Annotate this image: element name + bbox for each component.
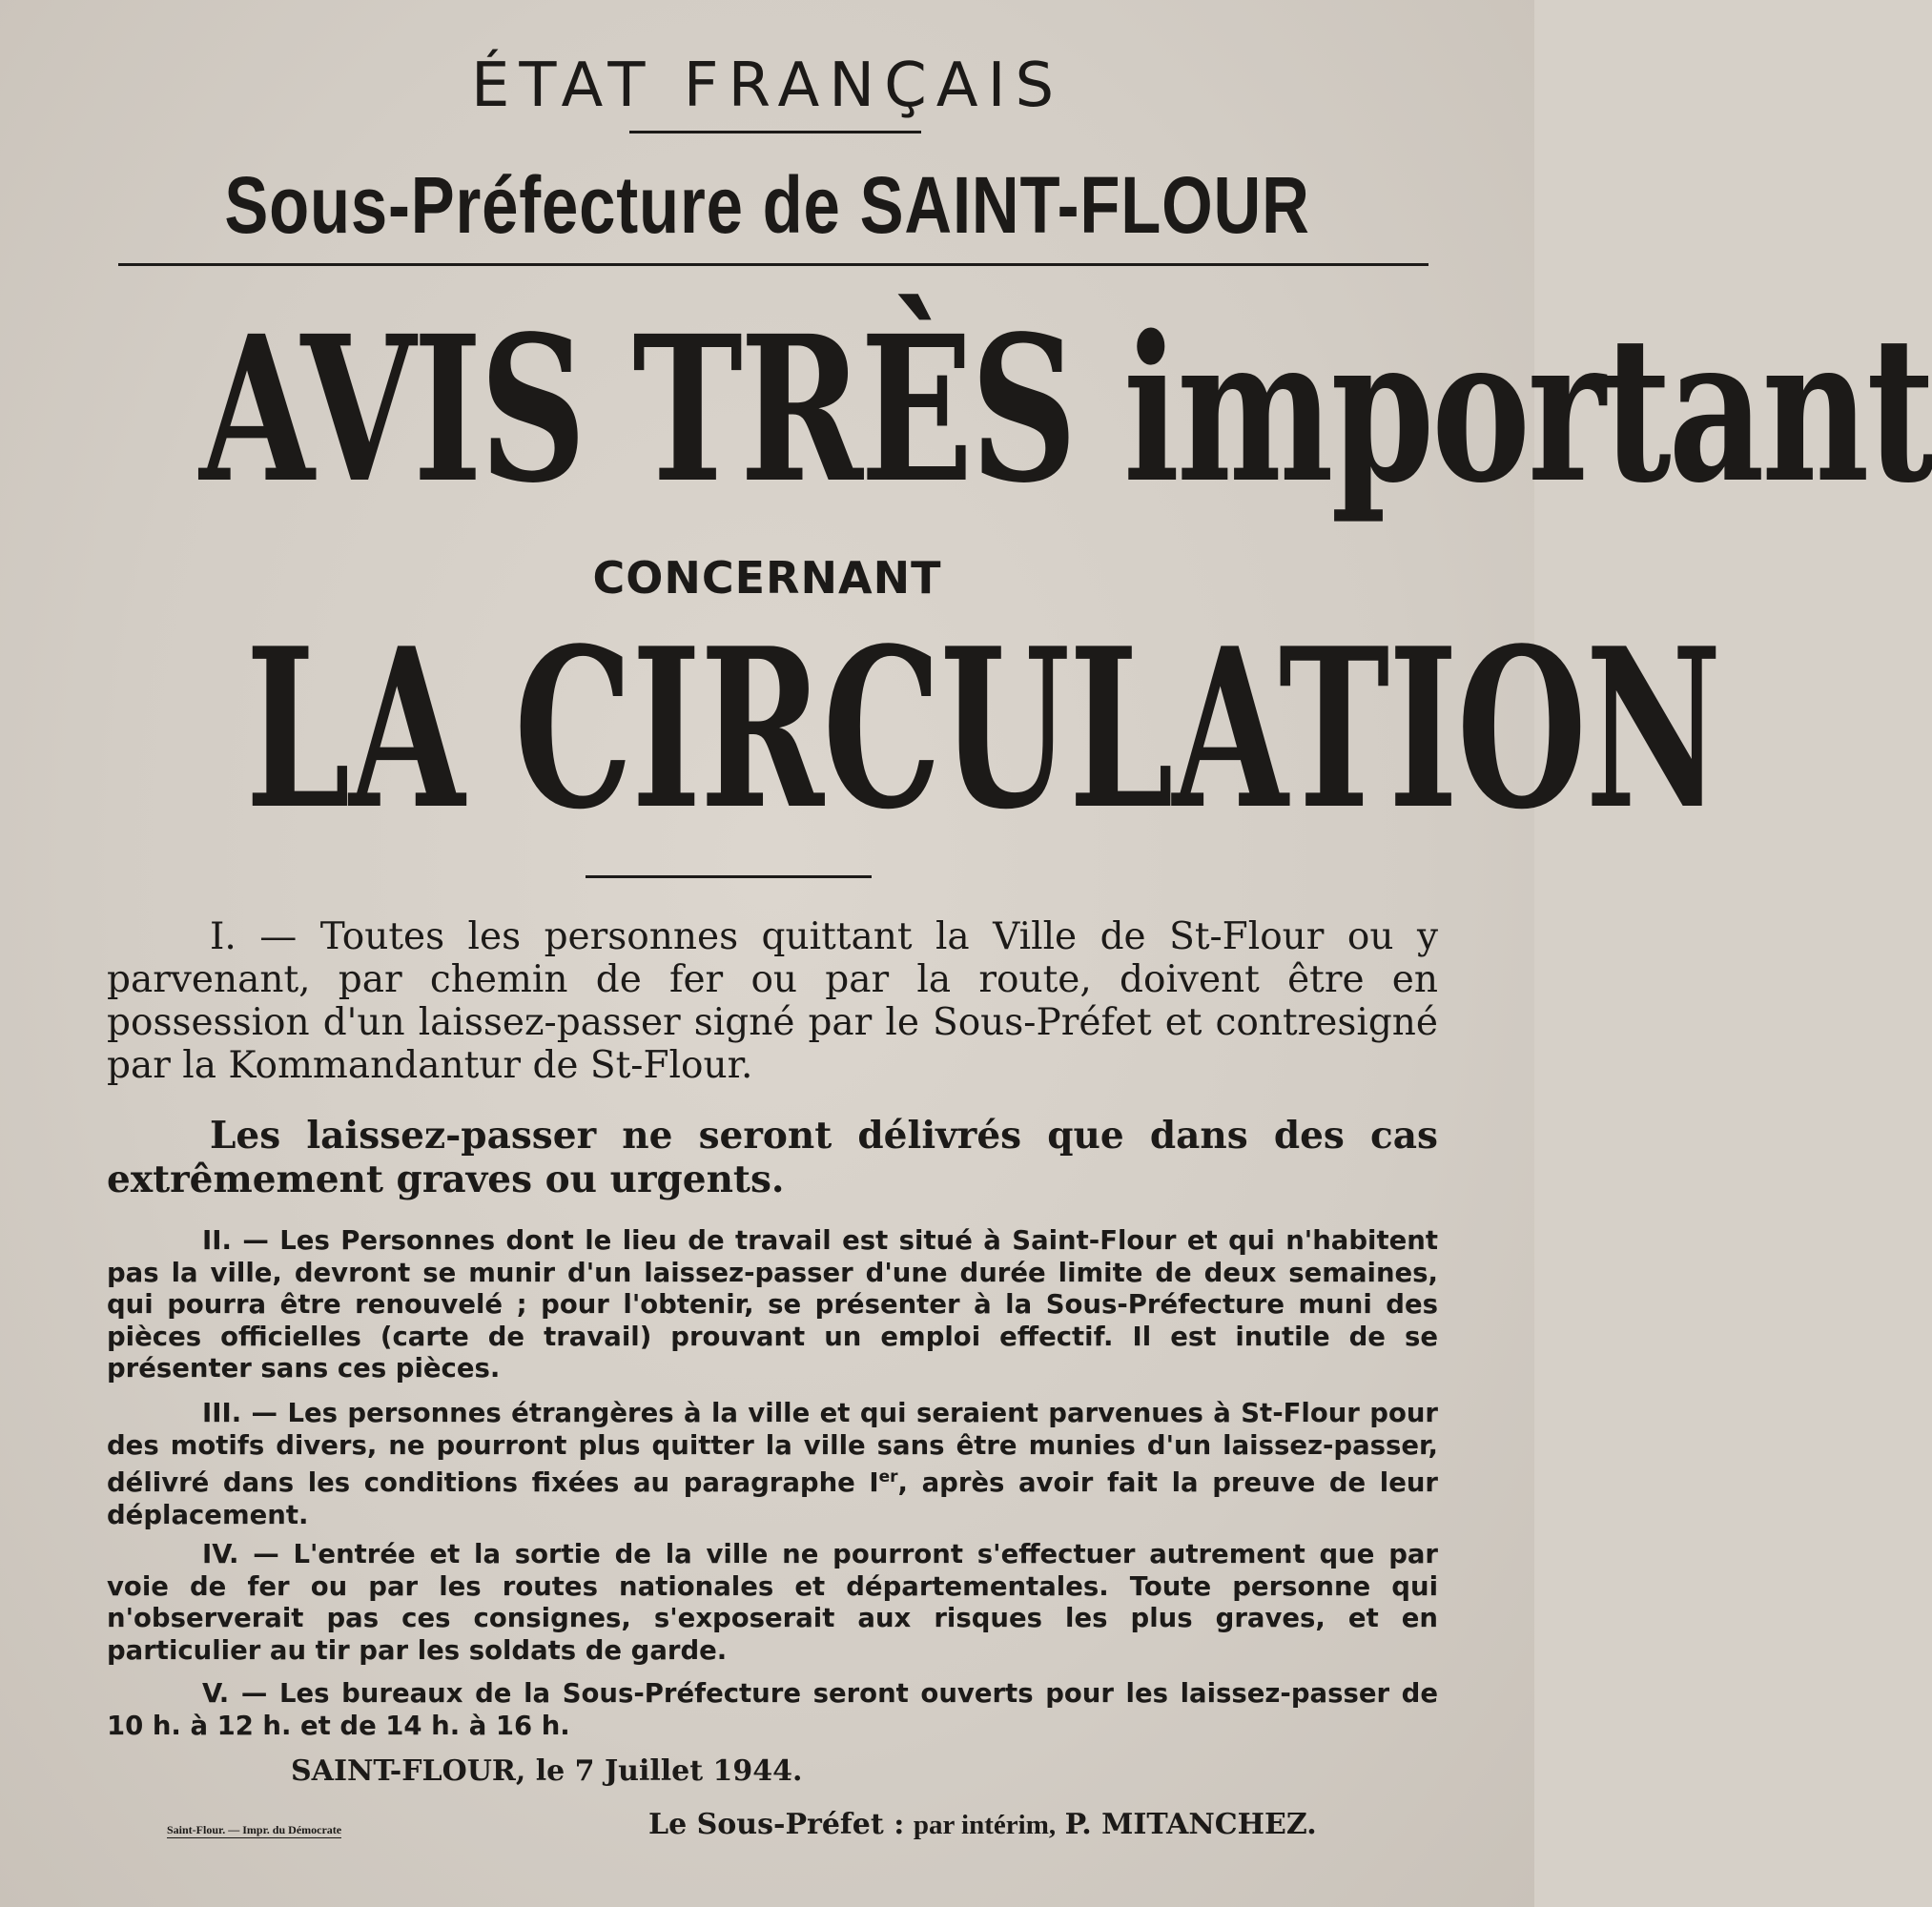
title-la-circulation: LA CIRCULATION (245, 601, 1721, 858)
signature-role: Le Sous-Préfet : (648, 1808, 905, 1841)
article-1-bold-note: Les laissez-passer ne seront délivrés que dans des cas extrêmement graves ou urgents. (107, 1114, 1438, 1201)
article-2: II. — Les Personnes dont le lieu de travail est situé à Saint-Flour et qui n'habitent pas la ville, devront se munir d'un laissez-passer d'une durée limite de deux semaines, qui pourra être renouvelé ; pour l'obtenir, se présenter à la Sous-Préfecture muni des pièces officielles (carte de travail) prouvant un emploi effectif. Il est inutile de se présenter sans ces pièces. (107, 1225, 1438, 1384)
rule-under-etat (629, 131, 921, 133)
rule-under-title (586, 875, 872, 878)
signature-name: P. MITANCHEZ. (1064, 1808, 1317, 1841)
article-3-text-b: , après avoir fait la preuve de leur déplacement. (107, 1467, 1438, 1530)
article-3-text-a: III. — Les personnes étrangères à la ville et qui seraient parvenues à St-Flour pour des motifs divers, ne pourront plus quitter la ville sans être munies d'un laissez-passer, délivré dans les conditions fixées au paragraphe I (107, 1398, 1438, 1499)
signature-block (648, 1808, 1317, 1842)
rule-under-sous-prefecture (118, 263, 1428, 266)
article-5: V. — Les bureaux de la Sous-Préfecture seront ouverts pour les laissez-passer de 10 h. à 12 h. et de 14 h. à 16 h. (107, 1678, 1438, 1741)
printer-imprint: Saint-Flour. — Impr. du Démocrate (167, 1823, 342, 1836)
signature-interim: par intérim, (913, 1810, 1057, 1840)
title-concernant: CONCERNANT (592, 552, 942, 604)
article-4: IV. — L'entrée et la sortie de la ville ne pourront s'effectuer autrement que par voie de fer ou par les routes nationales et départementales. Toute personne qui n'observerait pas ces consignes, s'exposerait aux risques les plus graves, et en particulier au tir par les soldats de garde. (107, 1539, 1438, 1666)
article-3 (107, 1398, 1438, 1531)
article-3-superscript: er (878, 1467, 898, 1487)
header-etat-francais: ÉTAT FRANÇAIS (470, 51, 1064, 121)
article-1: I. — Toutes les personnes quittant la Ville de St-Flour ou y parvenant, par chemin de fer ou par la route, doivent être en possession d'un laissez-passer signé par le Sous-Préfet et contresigné par la Kommandantur de St-Flour. (107, 915, 1438, 1087)
header-sous-prefecture: Sous-Préfecture de SAINT-FLOUR (224, 160, 1310, 250)
place-date: SAINT-FLOUR, le 7 Juillet 1944. (291, 1754, 803, 1788)
title-avis-tres-important: AVIS TRÈS important (199, 292, 1932, 527)
